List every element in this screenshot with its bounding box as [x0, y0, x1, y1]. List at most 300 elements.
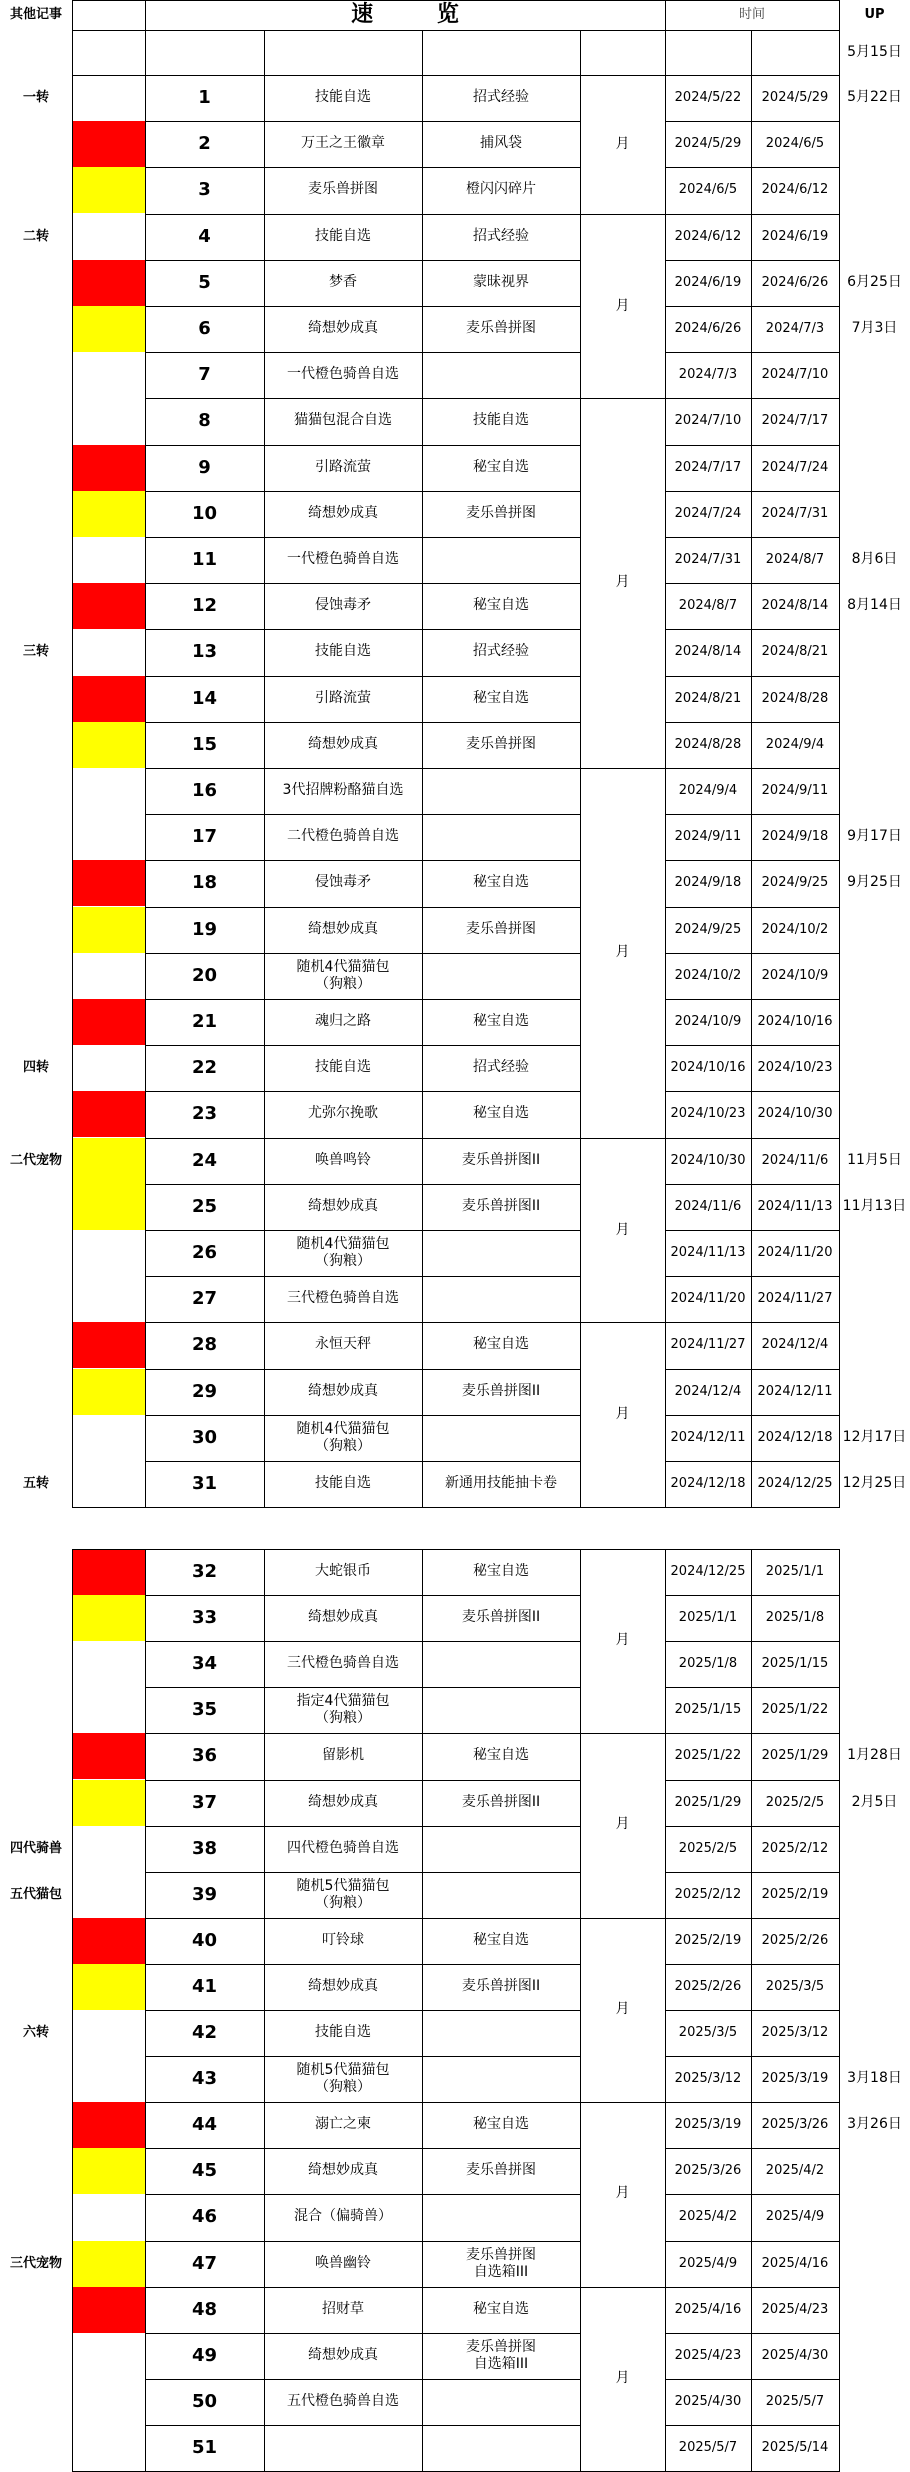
color-swatch-yellow: [72, 1964, 145, 2010]
grid-vline: [72, 1369, 73, 1416]
grid-vline: [751, 907, 752, 954]
grid-vline: [422, 214, 423, 261]
grid-vline: [839, 1641, 840, 1688]
grid-vline: [72, 1733, 73, 1780]
color-swatch-yellow: [72, 1595, 145, 1641]
grid-vline: [264, 1461, 265, 1508]
end-date: 2024/11/27: [757, 1290, 833, 1306]
grid-vline: [72, 121, 73, 168]
end-date: 2024/8/28: [761, 690, 829, 706]
reward-b: 麦乐兽拼图 自选箱III: [466, 2246, 536, 2280]
week-number: 1: [198, 86, 211, 108]
reward-a: 绮想妙成真: [308, 1978, 378, 1995]
grid-vline: [665, 1415, 666, 1462]
reward-b: [422, 2010, 580, 2056]
grid-vline: [72, 2241, 73, 2288]
grid-vline: [665, 1826, 666, 1873]
grid-vline: [264, 491, 265, 538]
reward-a: 麦乐兽拼图: [308, 181, 378, 198]
grid-vline: [422, 2056, 423, 2103]
grid-vline: [72, 1641, 73, 1688]
reward-a: 一代橙色骑兽自选: [287, 551, 399, 568]
start-date: 2024/5/29: [674, 135, 742, 151]
grid-vline: [422, 1230, 423, 1277]
grid-vline: [665, 352, 666, 399]
reward-a: 万王之王徽章: [301, 135, 385, 152]
grid-vline: [751, 2379, 752, 2426]
end-date: 2024/7/24: [761, 459, 829, 475]
reward-b: 秘宝自选: [473, 1747, 529, 1764]
grid-vline: [264, 768, 265, 815]
reward-a: 大蛇银币: [315, 1563, 371, 1580]
grid-vline: [422, 814, 423, 861]
grid-vline: [422, 2379, 423, 2426]
start-date: 2024/7/10: [674, 412, 742, 428]
start-date: 2024/12/4: [674, 1383, 742, 1399]
period-month: 月: [615, 574, 630, 591]
grid-vline: [839, 2056, 840, 2103]
end-date: 2024/5/29: [761, 89, 829, 105]
grid-vline: [751, 768, 752, 815]
grid-vline: [145, 121, 146, 168]
end-date: 2025/1/8: [765, 1609, 825, 1625]
start-date: 2024/10/16: [670, 1059, 746, 1075]
grid-vline: [145, 1276, 146, 1323]
grid-vline: [145, 2102, 146, 2149]
grid-vline: [751, 583, 752, 630]
color-swatch-white: [72, 398, 145, 444]
grid-vline: [751, 1595, 752, 1642]
grid-vline: [665, 1322, 666, 1369]
grid-vline: [264, 1780, 265, 1827]
grid-vline: [72, 1230, 73, 1277]
grid-vline: [751, 2148, 752, 2195]
start-date: 2024/6/19: [674, 274, 742, 290]
grid-vline: [72, 352, 73, 399]
grid-vline: [751, 1369, 752, 1416]
grid-vline: [665, 953, 666, 1000]
grid-vline: [839, 1184, 840, 1231]
start-date: 2025/1/22: [674, 1747, 742, 1763]
grid-vline: [72, 1780, 73, 1827]
grid-vline: [145, 306, 146, 353]
grid-vline: [580, 30, 581, 76]
grid-vline: [72, 1918, 73, 1965]
end-date: 2024/6/26: [761, 274, 829, 290]
grid-vline: [665, 2056, 666, 2103]
reward-b: [422, 2056, 580, 2102]
start-date: 2024/11/27: [670, 1336, 746, 1352]
period-month: 月: [615, 1405, 630, 1422]
week-number: 37: [191, 1791, 218, 1813]
grid-vline: [72, 860, 73, 907]
week-number: 14: [191, 687, 218, 709]
grid-vline: [665, 2425, 666, 2472]
up-date: 3月26日: [847, 2116, 902, 2133]
grid-vline: [665, 1687, 666, 1734]
end-date: 2024/12/25: [757, 1475, 833, 1491]
end-date: 2025/5/7: [765, 2393, 825, 2409]
grid-vline: [422, 1780, 423, 1827]
reward-a: 混合（偏骑兽）: [294, 2208, 392, 2225]
week-number: 17: [191, 825, 218, 847]
reward-b: 麦乐兽拼图: [466, 921, 536, 938]
grid-vline: [751, 1780, 752, 1827]
grid-vline: [72, 2425, 73, 2472]
end-date: 2024/9/18: [761, 828, 829, 844]
up-date: 1月28日: [847, 1747, 902, 1764]
grid-vline: [145, 537, 146, 584]
end-date: 2025/1/29: [761, 1747, 829, 1763]
start-date: 2025/4/2: [678, 2208, 738, 2224]
grid-vline: [264, 1091, 265, 1138]
reward-b: 橙闪闪碎片: [466, 181, 536, 198]
reward-b: 麦乐兽拼图 自选箱III: [466, 2338, 536, 2372]
grid-vline: [839, 0, 840, 31]
grid-vline: [72, 2148, 73, 2195]
grid-vline: [751, 2056, 752, 2103]
reward-a: 绮想妙成真: [308, 2162, 378, 2179]
grid-vline: [839, 2241, 840, 2288]
end-date: 2024/8/7: [765, 551, 825, 567]
reward-b: 蒙昧视界: [473, 274, 529, 291]
reward-b: 麦乐兽拼图: [466, 736, 536, 753]
grid-vline: [422, 1045, 423, 1092]
end-date: 2024/10/23: [757, 1059, 833, 1075]
grid-vline: [422, 167, 423, 214]
grid-vline: [264, 2425, 265, 2472]
reward-b: 麦乐兽拼图II: [461, 1198, 541, 1215]
period-month: 月: [615, 135, 630, 152]
start-date: 2024/11/20: [670, 1290, 746, 1306]
period-month: 月: [615, 1816, 630, 1833]
grid-vline: [665, 2194, 666, 2241]
end-date: 2025/1/15: [761, 1655, 829, 1671]
reward-b: [422, 2194, 580, 2240]
grid-vline: [665, 2241, 666, 2288]
grid-vline: [264, 907, 265, 954]
reward-a: 随机4代猫猫包 （狗粮）: [296, 958, 390, 992]
reward-a: 引路流萤: [315, 459, 371, 476]
grid-vline: [839, 1091, 840, 1138]
reward-b: [422, 814, 580, 860]
grid-vline: [72, 953, 73, 1000]
grid-vline: [264, 537, 265, 584]
grid-vline: [665, 999, 666, 1046]
color-swatch-yellow: [72, 1138, 145, 1184]
grid-vline: [665, 398, 666, 445]
color-swatch-white: [72, 2010, 145, 2056]
reward-a: 技能自选: [315, 1475, 371, 1492]
grid-vline: [422, 1322, 423, 1369]
grid-vline: [665, 0, 666, 31]
reward-b: [422, 1872, 580, 1918]
week-number: 29: [191, 1380, 218, 1402]
week-number: 4: [198, 225, 211, 247]
grid-vline: [72, 2102, 73, 2149]
grid-vline: [839, 352, 840, 399]
week-number: 31: [191, 1472, 218, 1494]
side-note: 五转: [22, 1475, 49, 1491]
grid-vline: [145, 1872, 146, 1919]
side-note: 四转: [22, 1059, 49, 1075]
color-swatch-red: [72, 1918, 145, 1964]
grid-vline: [665, 1733, 666, 1780]
header-bottom-border: [72, 30, 840, 31]
reward-b: 秘宝自选: [473, 597, 529, 614]
grid-vline: [264, 167, 265, 214]
grid-vline: [264, 398, 265, 445]
color-swatch-red: [72, 1091, 145, 1137]
period-month: 月: [615, 1221, 630, 1238]
grid-vline: [145, 999, 146, 1046]
grid-vline: [72, 2056, 73, 2103]
grid-vline: [264, 1687, 265, 1734]
reward-b: 秘宝自选: [473, 874, 529, 891]
up-date: 9月25日: [847, 874, 902, 891]
start-date: 2025/2/19: [674, 1932, 742, 1948]
reward-a: 一代橙色骑兽自选: [287, 366, 399, 383]
grid-vline: [145, 2241, 146, 2288]
end-date: 2024/12/11: [757, 1383, 833, 1399]
grid-vline: [839, 2425, 840, 2472]
end-date: 2024/8/21: [761, 643, 829, 659]
grid-vline: [422, 1184, 423, 1231]
grid-vline: [264, 1138, 265, 1185]
period-border: [580, 398, 666, 399]
start-date: 2025/2/5: [678, 1840, 738, 1856]
reward-a: 留影机: [322, 1747, 364, 1764]
grid-vline: [751, 1045, 752, 1092]
start-date: 2024/6/12: [674, 228, 742, 244]
grid-vline: [751, 537, 752, 584]
grid-vline: [264, 1322, 265, 1369]
grid-vline: [422, 30, 423, 76]
period-border: [580, 1507, 666, 1508]
end-date: 2024/7/17: [761, 412, 829, 428]
period-border: [580, 768, 666, 769]
grid-vline: [751, 1138, 752, 1185]
reward-b: 麦乐兽拼图II: [461, 1794, 541, 1811]
reward-a: 技能自选: [315, 89, 371, 106]
reward-b: 捕风袋: [480, 135, 522, 152]
color-swatch-white: [72, 814, 145, 860]
start-date: 2024/11/13: [670, 1244, 746, 1260]
up-date: 8月14日: [847, 597, 902, 614]
grid-vline: [264, 1230, 265, 1277]
color-swatch-white: [72, 352, 145, 398]
week-number: 21: [191, 1010, 218, 1032]
end-date: 2024/10/2: [761, 921, 829, 937]
grid-vline: [145, 2425, 146, 2472]
grid-vline: [422, 860, 423, 907]
grid-vline: [264, 352, 265, 399]
grid-vline: [264, 445, 265, 492]
week-number: 15: [191, 733, 218, 755]
grid-vline: [422, 398, 423, 445]
grid-vline: [839, 398, 840, 445]
reward-b: 麦乐兽拼图II: [461, 1609, 541, 1626]
color-swatch-white: [72, 1687, 145, 1733]
grid-vline: [751, 1091, 752, 1138]
grid-vline: [145, 398, 146, 445]
grid-vline: [422, 2241, 423, 2288]
period-border: [580, 1733, 666, 1734]
color-swatch-white: [72, 1230, 145, 1276]
week-number: 34: [191, 1652, 218, 1674]
grid-vline: [839, 1138, 840, 1185]
grid-vline: [665, 260, 666, 307]
grid-vline: [751, 75, 752, 122]
color-swatch-red: [72, 860, 145, 906]
grid-vline: [72, 1322, 73, 1369]
week-number: 30: [191, 1426, 218, 1448]
color-swatch-red: [72, 1733, 145, 1779]
week-number: 27: [191, 1287, 218, 1309]
end-date: 2025/3/26: [761, 2116, 829, 2132]
grid-vline: [264, 2056, 265, 2103]
grid-vline: [839, 583, 840, 630]
start-date: 2024/7/31: [674, 551, 742, 567]
color-swatch-yellow: [72, 1184, 145, 1230]
grid-vline: [665, 722, 666, 769]
end-date: 2024/12/4: [761, 1336, 829, 1352]
week-number: 50: [191, 2390, 218, 2412]
grid-vline: [665, 214, 666, 261]
grid-vline: [751, 352, 752, 399]
start-date: 2025/1/8: [678, 1655, 738, 1671]
grid-vline: [264, 1826, 265, 1873]
period-border: [580, 214, 666, 215]
reward-a: 侵蚀毒矛: [315, 597, 371, 614]
week-number: 40: [191, 1929, 218, 1951]
week-number: 16: [191, 779, 218, 801]
grid-vline: [72, 907, 73, 954]
end-date: 2024/11/13: [757, 1198, 833, 1214]
period-month: 月: [615, 2185, 630, 2202]
grid-vline: [145, 2194, 146, 2241]
grid-vline: [145, 260, 146, 307]
grid-vline: [72, 1045, 73, 1092]
grid-vline: [751, 629, 752, 676]
grid-vline: [665, 629, 666, 676]
grid-vline: [422, 722, 423, 769]
start-date: 2025/2/12: [674, 1886, 742, 1902]
grid-vline: [145, 722, 146, 769]
end-date: 2024/10/30: [757, 1105, 833, 1121]
end-date: 2025/4/9: [765, 2208, 825, 2224]
grid-vline: [72, 583, 73, 630]
up-date: 6月25日: [847, 274, 902, 291]
grid-vline: [264, 1549, 265, 1596]
reward-b: 秘宝自选: [473, 2301, 529, 2318]
grid-vline: [145, 953, 146, 1000]
grid-vline: [145, 75, 146, 122]
end-date: 2025/4/23: [761, 2301, 829, 2317]
grid-vline: [145, 1595, 146, 1642]
week-number: 38: [191, 1837, 218, 1859]
grid-vline: [264, 583, 265, 630]
up-date: 5月22日: [847, 89, 902, 106]
color-swatch-red: [72, 445, 145, 491]
grid-vline: [72, 1595, 73, 1642]
start-date: 2024/10/23: [670, 1105, 746, 1121]
grid-vline: [751, 1918, 752, 1965]
grid-vline: [72, 2010, 73, 2057]
grid-vline: [145, 2379, 146, 2426]
grid-vline: [751, 214, 752, 261]
grid-vline: [665, 2287, 666, 2334]
grid-vline: [264, 1595, 265, 1642]
end-date: 2024/8/14: [761, 597, 829, 613]
week-number: 12: [191, 594, 218, 616]
start-date: 2025/3/5: [678, 2024, 738, 2040]
grid-vline: [839, 953, 840, 1000]
grid-vline: [264, 75, 265, 122]
grid-vline: [422, 1687, 423, 1734]
color-swatch-white: [72, 2379, 145, 2425]
grid-vline: [839, 1549, 840, 1596]
reward-b: [422, 1415, 580, 1461]
end-date: 2025/2/26: [761, 1932, 829, 1948]
reward-a: 永恒天秤: [315, 1336, 371, 1353]
start-date: 2024/12/18: [670, 1475, 746, 1491]
week-number: 46: [191, 2205, 218, 2227]
up-date: 12月25日: [842, 1475, 907, 1492]
grid-vline: [751, 1826, 752, 1873]
week-number: 32: [191, 1560, 218, 1582]
period-border: [580, 2102, 666, 2103]
grid-vline: [839, 214, 840, 261]
grid-vline: [422, 1595, 423, 1642]
color-swatch-yellow: [72, 306, 145, 352]
color-swatch-white: [72, 1461, 145, 1507]
end-date: 2025/1/1: [765, 1563, 825, 1579]
grid-vline: [839, 907, 840, 954]
week-number: 26: [191, 1241, 218, 1263]
reward-b: 麦乐兽拼图II: [461, 1152, 541, 1169]
grid-vline: [665, 860, 666, 907]
start-date: 2025/2/26: [674, 1978, 742, 1994]
grid-vline: [72, 1091, 73, 1138]
color-swatch-red: [72, 999, 145, 1045]
grid-vline: [145, 676, 146, 723]
grid-vline: [665, 306, 666, 353]
color-swatch-yellow: [72, 2148, 145, 2194]
reward-b: 麦乐兽拼图: [466, 505, 536, 522]
grid-vline: [422, 2148, 423, 2195]
grid-vline: [264, 2333, 265, 2380]
grid-vline: [422, 260, 423, 307]
side-note: 二代宠物: [9, 1152, 62, 1168]
grid-vline: [422, 1415, 423, 1462]
reward-b: [422, 1276, 580, 1322]
grid-vline: [839, 1872, 840, 1919]
side-note: 一转: [22, 89, 49, 105]
week-number: 49: [191, 2344, 218, 2366]
grid-vline: [72, 1549, 73, 1596]
grid-vline: [264, 1918, 265, 1965]
grid-vline: [264, 1184, 265, 1231]
grid-vline: [751, 2102, 752, 2149]
grid-vline: [422, 352, 423, 399]
end-date: 2025/1/22: [761, 1701, 829, 1717]
grid-vline: [145, 1369, 146, 1416]
week-number: 39: [191, 1883, 218, 1905]
grid-vline: [264, 1872, 265, 1919]
color-swatch-white: [72, 1415, 145, 1461]
grid-vline: [264, 2287, 265, 2334]
